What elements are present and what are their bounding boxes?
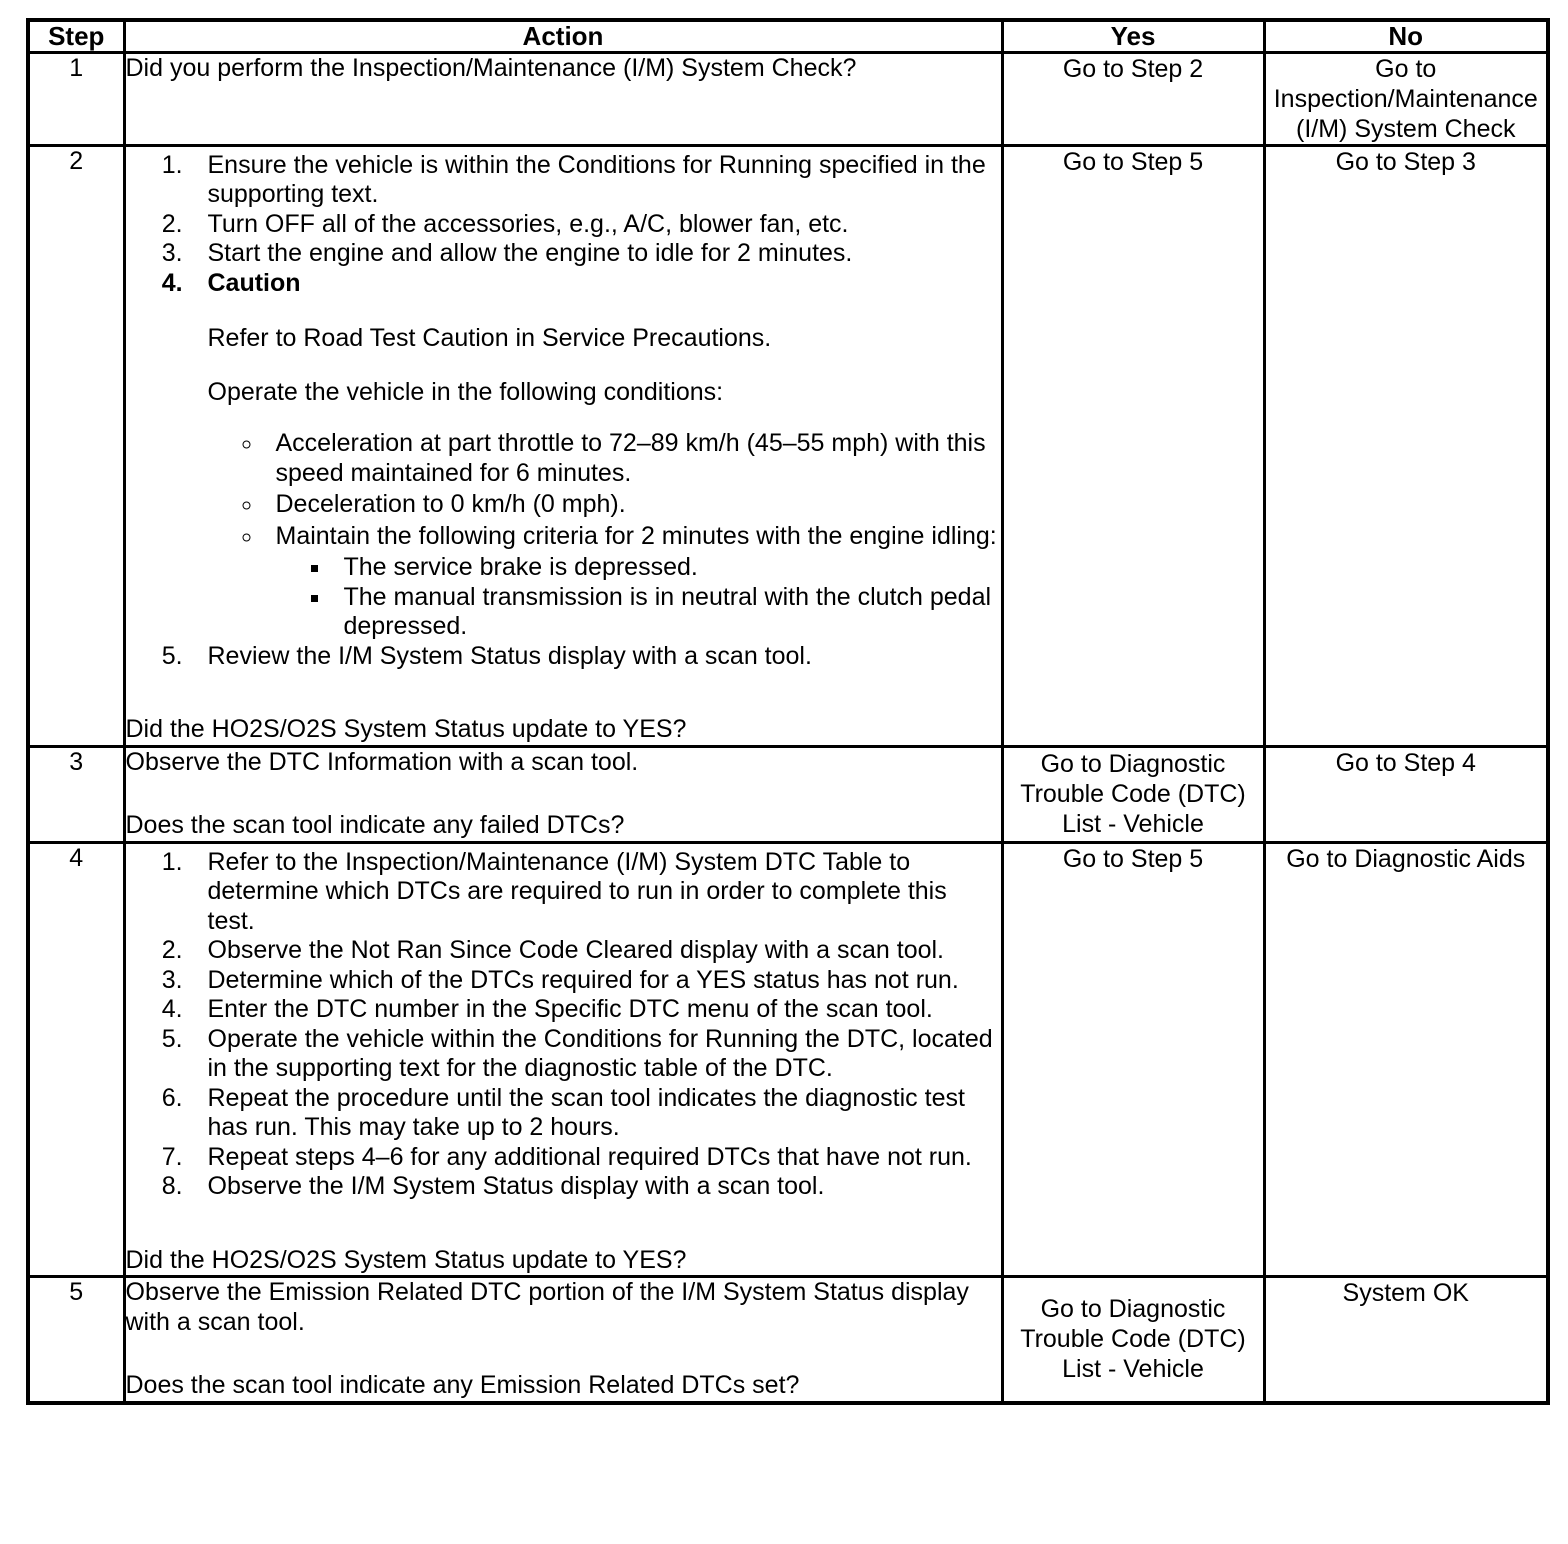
action-lead-text: Did you perform the Inspection/Maintenance (I/M) System Check?: [125, 53, 857, 82]
no-branch: [1264, 842, 1548, 1277]
list-item-caution: 4. Caution: [190, 269, 1001, 299]
list-item: 4. Enter the DTC number in the Specific DTC menu of the scan tool.: [190, 995, 1001, 1025]
no-branch-line: Go to Step 3: [1335, 147, 1476, 176]
list-item: ◦ Acceleration at part throttle to 72–89 km/h (45–55 mph) with this speed maintained for 6 minutes.: [264, 429, 1001, 488]
step-number: 2: [28, 145, 124, 746]
yes-branch-line: Go to Step 5: [1062, 147, 1204, 176]
table-header-row: [28, 20, 1548, 52]
header-action: Action: [124, 20, 1002, 52]
list-item: ▪ The service brake is depressed.: [332, 553, 1001, 583]
list-item: 3. Determine which of the DTCs required for a YES status has not run.: [190, 966, 1001, 996]
yes-branch: [1002, 1277, 1264, 1403]
step-action: [124, 746, 1002, 842]
yes-branch-line: Go to Step 2: [1062, 54, 1204, 83]
yes-branch-line: Go to Diagnostic: [1040, 750, 1226, 779]
yes-branch-line: Go to Diagnostic: [1040, 1295, 1226, 1324]
yes-branch: [1002, 746, 1264, 842]
step-action: [124, 145, 1002, 746]
list-item: 5. Operate the vehicle within the Conditions for Running the DTC, located in the supporting text for the diagnostic table of the DTC.: [190, 1025, 1001, 1084]
header-step: Step: [28, 20, 124, 52]
action-lead-text: Observe the Emission Related DTC portion of the I/M System Status display with a scan tool.: [125, 1278, 969, 1336]
step-action: [124, 52, 1002, 145]
no-branch-line: Inspection/Maintenance: [1273, 84, 1538, 113]
list-item: ◦ Maintain the following criteria for 2 minutes with the engine idling:: [264, 522, 1001, 552]
action-question: Did the HO2S/O2S System Status update to YES?: [125, 715, 687, 744]
header-no: No: [1264, 20, 1548, 52]
no-branch-line: System OK: [1342, 1279, 1469, 1308]
step-number: 3: [28, 746, 124, 842]
yes-branch-line: Trouble Code (DTC): [1020, 1325, 1246, 1354]
step-number: 4: [28, 842, 124, 1277]
list-item: ▪ The manual transmission is in neutral with the clutch pedal depressed.: [332, 583, 1001, 642]
list-item: 8. Observe the I/M System Status display with a scan tool.: [190, 1172, 1001, 1202]
list-item: 7. Repeat steps 4–6 for any additional required DTCs that have not run.: [190, 1143, 1001, 1173]
step-number: 5: [28, 1277, 124, 1403]
list-item: ◦ Deceleration to 0 km/h (0 mph).: [264, 490, 1001, 520]
action-ordered-list: [126, 151, 1001, 299]
caution-note: Refer to Road Test Caution in Service Precautions.: [207, 324, 772, 353]
table-row: [28, 746, 1548, 842]
table-row: [28, 52, 1548, 145]
no-branch-line: Go to Diagnostic Aids: [1286, 844, 1526, 873]
no-branch: [1264, 145, 1548, 746]
yes-branch: [1002, 842, 1264, 1277]
list-item: 5. Review the I/M System Status display with a scan tool.: [190, 642, 1001, 672]
no-branch: [1264, 1277, 1548, 1403]
list-item: 3. Start the engine and allow the engine to idle for 2 minutes.: [190, 239, 1001, 269]
table-row: [28, 842, 1548, 1277]
no-branch-line: Go to: [1375, 54, 1437, 83]
step-action: [124, 842, 1002, 1277]
yes-branch-line: List - Vehicle: [1062, 810, 1204, 839]
no-branch: [1264, 746, 1548, 842]
table-row: [28, 145, 1548, 746]
list-item: 1. Ensure the vehicle is within the Conditions for Running specified in the supporting text.: [190, 151, 1001, 210]
header-yes: Yes: [1002, 20, 1264, 52]
action-lead-text: Observe the DTC Information with a scan tool.: [125, 747, 639, 776]
criteria-list: [276, 553, 1001, 642]
list-item: 1. Refer to the Inspection/Maintenance (I/M) System DTC Table to determine which DTCs are required to run in order to complete this test.: [190, 848, 1001, 937]
action-question: Does the scan tool indicate any Emission Related DTCs set?: [125, 1371, 800, 1400]
step-action: [124, 1277, 1002, 1403]
list-item: 2. Turn OFF all of the accessories, e.g., A/C, blower fan, etc.: [190, 210, 1001, 240]
yes-branch-line: Go to Step 5: [1062, 844, 1204, 873]
yes-branch: [1002, 52, 1264, 145]
no-branch-line: (I/M) System Check: [1296, 114, 1516, 143]
conditions-list: [208, 429, 1001, 551]
yes-branch: [1002, 145, 1264, 746]
action-ordered-list-cont: [126, 642, 1001, 672]
yes-branch-line: Trouble Code (DTC): [1020, 780, 1246, 809]
no-branch: [1264, 52, 1548, 145]
diagnostic-table: [26, 18, 1550, 1405]
action-ordered-list: [126, 848, 1001, 1202]
table-row: [28, 1277, 1548, 1403]
no-branch-line: Go to Step 4: [1335, 748, 1476, 777]
list-item: 6. Repeat the procedure until the scan tool indicates the diagnostic test has run. This may take up to 2 hours.: [190, 1084, 1001, 1143]
action-question: Does the scan tool indicate any failed DTCs?: [125, 811, 625, 840]
list-item: 2. Observe the Not Ran Since Code Cleared display with a scan tool.: [190, 936, 1001, 966]
action-question: Did the HO2S/O2S System Status update to YES?: [125, 1245, 687, 1274]
yes-branch-line: List - Vehicle: [1062, 1355, 1204, 1384]
step-number: 1: [28, 52, 124, 145]
operate-intro: Operate the vehicle in the following conditions:: [207, 377, 724, 406]
